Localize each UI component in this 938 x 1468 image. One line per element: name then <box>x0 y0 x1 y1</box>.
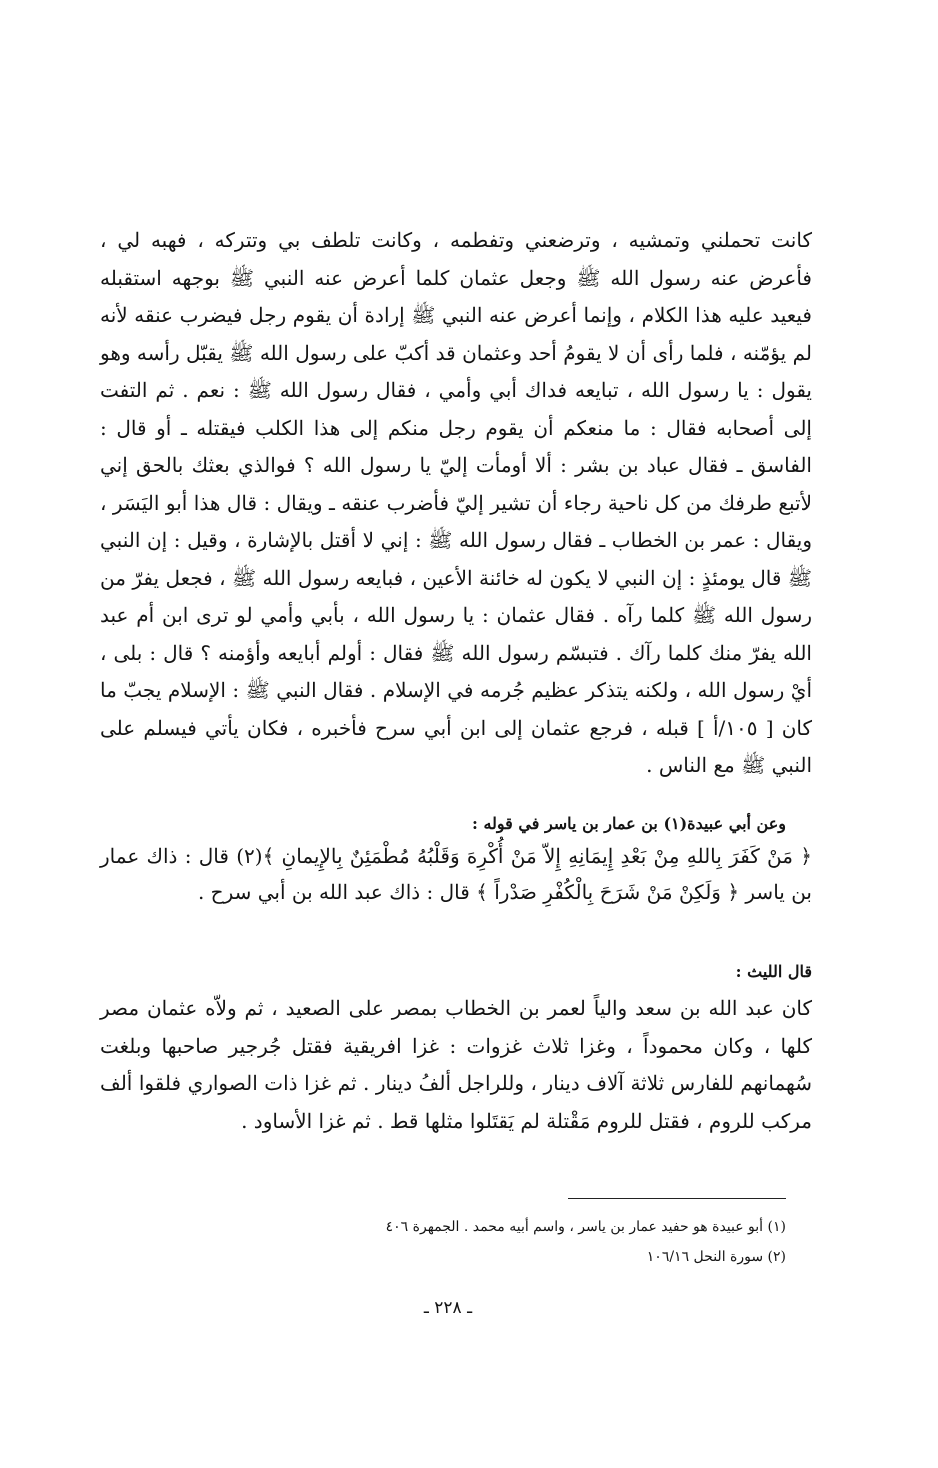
main-paragraph: كانت تحملني وتمشيه ، وترضعني وتفطمه ، وكانت تلطف بي وتتركه ، فهبه لي ، فأعرض عنه رسول الله ﷺ وجعل عثمان كلما أعرض عنه النبي ﷺ بوجهه استقبله فيعيد عليه هذا الكلام ، وإنما أعرض عنه النبي ﷺ إرادة أن يقوم رجل فيضرب عنقه لأنه لم يؤمّنه ، فلما رأى أن لا يقومُ أحد وعثمان قد أكبّ على رسول الله ﷺ يقبّل رأسه وهو يقول : يا رسول الله ، تبايعه فداك أبي وأمي ، فقال رسول الله ﷺ : نعم . ثم التفت إلى أصحابه فقال : ما منعكم أن يقوم رجل منكم إلى هذا الكلب فيقتله ـ أو قال : الفاسق ـ فقال عباد بن بشر : ألا أومأت إليّ يا رسول الله ؟ فوالذي بعثك بالحق إني لأتبع طرفك من كل ناحية رجاء أن تشير إليّ فأضرب عنقه ـ ويقال : قال هذا أبو اليَسَر ، ويقال : عمر بن الخطاب ـ فقال رسول الله ﷺ : إني لا أقتل بالإشارة ، وقيل : إن النبي ﷺ قال يومئذٍ : إن النبي لا يكون له خائنة الأعين ، فبايعه رسول الله ﷺ ، فجعل يفرّ من رسول الله ﷺ كلما رآه . فقال عثمان : يا رسول الله ، بأبي وأمي لو ترى ابن أم عبد الله يفرّ منك كلما رآك . فتبسّم رسول الله ﷺ فقال : أولم أبايعه وأؤمنه ؟ قال : بلى ، أيْ رسول الله ، ولكنه يتذكر عظيم جُرمه في الإسلام . فقال النبي ﷺ : الإسلام يجبّ ما كان [ ١٠٥/أ ] قبله ، فرجع عثمان إلى ابن أبي سرح فأخبره ، فكان يأتي فيسلم على النبي ﷺ مع الناس . <box>100 228 813 777</box>
footnote-divider <box>568 1198 786 1199</box>
page-number: ـ ٢٢٨ ـ <box>423 1298 473 1318</box>
footnote-1: (١) أبو عبيدة هو حفيد عمار بن ياسر ، واسم أبيه محمد . الجمهرة ٤٠٦ <box>385 1219 786 1235</box>
verse-block: ﴿ مَنْ كَفَرَ بِاللهِ مِنْ بَعْدِ إِيمَانِهِ إِلاّ مَنْ أُكْرِهَ وَقَلْبُهُ مُطْمَئِنٌ بِالإِيمانِ ﴾(٢) قال : ذاك عمار بن ياسر ﴿ وَلَكِنْ مَنْ شَرَحَ بِالْكُفْرِ صَدْراً ﴾ قال : ذاك عبد الله بن أبي سرح . <box>100 844 812 904</box>
section-paragraph: كان عبد الله بن سعد والياً لعمر بن الخطاب بمصر على الصعيد ، ثم ولاّه عثمان مصر كلها ، وكان محموداً ، وغزا ثلاث غزوات : غزا افريقية فقتل جُرجير صاحبها وبلغت سُهمانهم للفارس ثلاثة آلاف دينار ، وللراجل ألفُ دينار . ثم غزا ذات الصواري فلقوا ألف مركب للروم ، فقتل للروم مَقْتلة لم يَقتَلوا مثلها قط . ثم غزا الأساود . <box>100 996 813 1133</box>
quote-intro: وعن أبي عبيدة(١) بن عمار بن ياسر في قوله : <box>471 814 786 833</box>
section-heading: قال الليث : <box>735 962 812 981</box>
footnotes <box>100 1212 786 1272</box>
footnote-2: (٢) سورة النحل ١٠٦/١٦ <box>646 1249 786 1265</box>
